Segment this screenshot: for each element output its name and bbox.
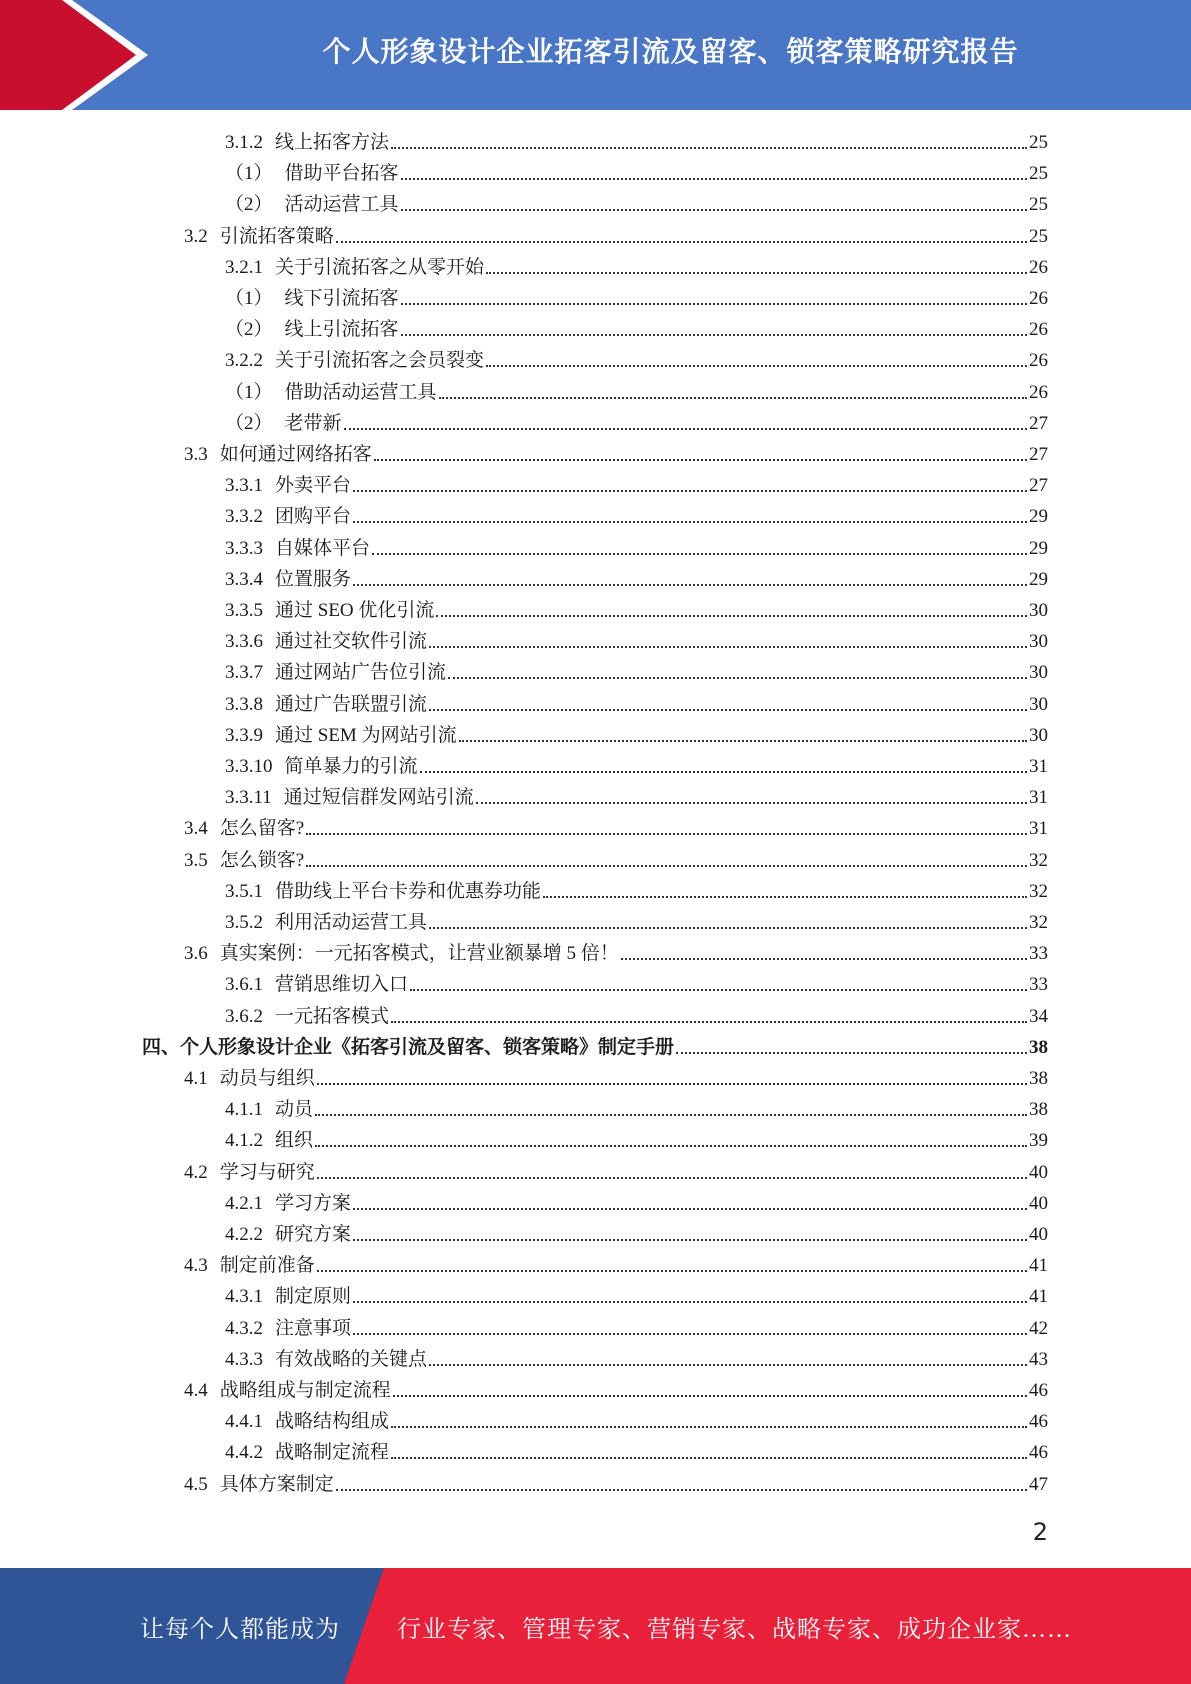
toc-entry-page: 30: [1029, 600, 1048, 621]
toc-entry-page: 25: [1029, 225, 1048, 247]
toc-entry[interactable]: [225, 1001, 1048, 1032]
toc-entry[interactable]: [225, 127, 1048, 158]
toc-entry-number: 3.3.6: [225, 631, 263, 653]
toc-dot-leader: [486, 364, 1027, 367]
toc-dot-leader: [317, 1176, 1027, 1179]
toc-entry-number: （1）: [225, 163, 273, 185]
toc-entry-page: 33: [1029, 974, 1048, 996]
toc-entry-page: 41: [1029, 1286, 1048, 1308]
toc-entry[interactable]: [225, 626, 1048, 657]
toc-entry-title: 简单暴力的引流: [284, 756, 418, 777]
toc-entry-title: 组织: [275, 1130, 314, 1152]
toc-entry[interactable]: [225, 501, 1048, 532]
toc-entry-page: 25: [1029, 163, 1048, 185]
toc-entry-page: 26: [1029, 381, 1048, 403]
toc-entry-page: 27: [1029, 412, 1048, 434]
toc-entry-page: 42: [1029, 1317, 1048, 1339]
toc-entry-title: 怎么锁客?: [219, 849, 305, 871]
toc-dot-leader: [429, 926, 1027, 929]
toc-entry-title: 学习方案: [275, 1192, 352, 1214]
toc-entry-number: 3.5.1: [225, 880, 263, 902]
toc-entry-title: 注意事项: [275, 1317, 352, 1339]
toc-entry-number: 3.3.7: [225, 662, 263, 684]
toc-entry[interactable]: [225, 1344, 1048, 1375]
toc-entry-title: 关于引流拓客之从零开始: [275, 256, 485, 278]
toc-dot-leader: [336, 240, 1027, 243]
toc-entry-title: 战略结构组成: [275, 1411, 390, 1433]
toc-dot-leader: [543, 895, 1027, 898]
toc-entry-number: 3.3.11: [225, 787, 272, 809]
footer-slogan-left: 让每个人都能成为: [140, 1616, 340, 1643]
toc-entry[interactable]: [225, 1188, 1048, 1219]
toc-entry-page: 31: [1029, 787, 1048, 809]
toc-entry[interactable]: [225, 564, 1048, 595]
toc-entry-title: 通过 SEO 优化引流: [275, 600, 435, 621]
toc-dot-leader: [336, 1488, 1027, 1491]
toc-entry-title: 营销思维切入口: [275, 974, 409, 996]
toc-entry-number: 3.1.2: [225, 132, 263, 153]
toc-dot-leader: [476, 801, 1027, 804]
toc-entry-number: 3.5.2: [225, 912, 263, 933]
toc-entry-number: 3.3.3: [225, 537, 263, 559]
toc-entry[interactable]: [225, 1406, 1048, 1437]
toc-dot-leader: [353, 489, 1027, 492]
toc-entry-page: 32: [1029, 880, 1048, 902]
toc-dot-leader: [353, 1300, 1027, 1303]
toc-dot-leader: [410, 988, 1027, 991]
toc-dot-leader: [401, 333, 1027, 336]
toc-entry-number: 4.1.1: [225, 1099, 263, 1121]
toc-entry-page: 30: [1029, 724, 1048, 746]
toc-entry-page: 38: [1029, 1036, 1048, 1058]
toc-dot-leader: [391, 1425, 1027, 1428]
toc-dot-leader: [459, 739, 1027, 742]
toc-entry[interactable]: [225, 720, 1048, 751]
toc-dot-leader: [391, 146, 1027, 149]
toc-entry-number: 3.2: [184, 225, 208, 247]
toc-entry-number: 3.3.5: [225, 600, 263, 621]
toc-entry-page: 34: [1029, 1005, 1048, 1027]
toc-entry-number: 4.2.2: [225, 1224, 263, 1245]
toc-entry[interactable]: [184, 1250, 1048, 1281]
toc-entry[interactable]: [225, 657, 1048, 688]
toc-entry-number: （2）: [225, 319, 273, 341]
toc-entry[interactable]: [225, 1437, 1048, 1468]
toc-entry-title: 有效战略的关键点: [275, 1348, 428, 1370]
toc-entry-number: 3.3.10: [225, 756, 273, 777]
toc-dot-leader: [401, 177, 1027, 180]
toc-dot-leader: [391, 1456, 1027, 1459]
toc-entry[interactable]: [225, 345, 1048, 376]
toc-entry[interactable]: [225, 782, 1048, 813]
toc-entry-number: 3.3.1: [225, 475, 263, 497]
toc-entry-title: 借助活动运营工具: [284, 381, 437, 403]
toc-dot-leader: [621, 957, 1027, 960]
toc-entry-title: 动员与组织: [219, 1068, 315, 1089]
toc-dot-leader: [439, 396, 1027, 399]
document-title: 个人形象设计企业拓客引流及留客、锁客策略研究报告: [322, 35, 1019, 68]
toc-entry-number: 4.2: [184, 1161, 208, 1183]
toc-entry-page: 40: [1029, 1192, 1048, 1214]
toc-entry-number: （1）: [225, 288, 273, 309]
toc-entry-page: 31: [1029, 818, 1048, 840]
toc-entry-number: 4.2.1: [225, 1192, 263, 1214]
toc-entry-number: 3.3.9: [225, 724, 263, 746]
toc-entry-title: 通过 SEM 为网站引流: [275, 724, 457, 746]
toc-entry-title: 战略组成与制定流程: [219, 1380, 391, 1401]
toc-entry-title: 制定前准备: [219, 1255, 315, 1277]
toc-entry-number: 3.3.8: [225, 693, 263, 715]
toc-entry-number: 4.1.2: [225, 1130, 263, 1152]
toc-entry-number: 3.5: [184, 849, 208, 871]
toc-dot-leader: [401, 302, 1027, 305]
toc-entry-page: 30: [1029, 662, 1048, 684]
toc-entry-number: 4.4.1: [225, 1411, 263, 1433]
toc-entry-number: （1）: [225, 381, 273, 403]
toc-entry-page: 29: [1029, 506, 1048, 528]
toc-entry[interactable]: [225, 1125, 1048, 1156]
toc-entry-number: （2）: [225, 194, 273, 216]
toc-dot-leader: [429, 708, 1027, 711]
toc-entry-page: 33: [1029, 943, 1048, 965]
toc-entry[interactable]: [225, 189, 1048, 220]
toc-entry-title: 通过广告联盟引流: [275, 693, 428, 715]
toc-entry-page: 26: [1029, 319, 1048, 341]
toc-entry-title: 研究方案: [275, 1224, 352, 1245]
toc-entry-title: 怎么留客?: [219, 818, 305, 840]
toc-entry[interactable]: [225, 969, 1048, 1000]
toc-dot-leader: [306, 832, 1027, 835]
toc-entry[interactable]: [225, 907, 1048, 938]
toc-entry-page: 40: [1029, 1224, 1048, 1245]
toc-entry-page: 25: [1029, 194, 1048, 216]
toc-entry-page: 38: [1029, 1068, 1048, 1089]
page-number: 2: [1032, 1518, 1048, 1546]
toc-entry-page: 46: [1029, 1442, 1048, 1464]
toc-entry[interactable]: [225, 876, 1048, 907]
toc-entry-page: 27: [1029, 475, 1048, 497]
toc-dot-leader: [317, 1082, 1027, 1085]
toc-entry[interactable]: [184, 845, 1048, 876]
toc-entry-title: 学习与研究: [219, 1161, 315, 1183]
toc-entry-number: 3.3.2: [225, 506, 263, 528]
toc-entry[interactable]: [184, 938, 1048, 969]
toc-entry[interactable]: [184, 221, 1048, 252]
toc-entry-title: 利用活动运营工具: [275, 912, 428, 933]
toc-entry-page: 30: [1029, 631, 1048, 653]
toc-entry[interactable]: [184, 1375, 1048, 1406]
toc-entry-title: 团购平台: [275, 506, 352, 528]
toc-entry[interactable]: [225, 158, 1048, 189]
toc-dot-leader: [486, 271, 1027, 274]
toc-entry-title: 线下引流拓客: [284, 288, 399, 309]
toc-dot-leader: [429, 1363, 1027, 1366]
toc-dot-leader: [436, 614, 1027, 617]
toc-entry[interactable]: [225, 595, 1048, 626]
toc-entry[interactable]: [225, 252, 1048, 283]
toc-entry[interactable]: [142, 1032, 1048, 1063]
toc-entry[interactable]: [225, 1281, 1048, 1312]
toc-entry[interactable]: [225, 1313, 1048, 1344]
toc-dot-leader: [353, 583, 1027, 586]
toc-entry-title: 位置服务: [275, 568, 352, 590]
toc-entry-page: 39: [1029, 1130, 1048, 1152]
toc-entry-title: 活动运营工具: [284, 194, 399, 216]
toc-entry-page: 29: [1029, 568, 1048, 590]
toc-entry-number: 3.3.4: [225, 568, 263, 590]
toc-entry-number: 4.3.1: [225, 1286, 263, 1308]
toc-entry-page: 26: [1029, 256, 1048, 278]
toc-entry[interactable]: [225, 1219, 1048, 1250]
chevron-red: [0, 0, 136, 110]
toc-dot-leader: [401, 208, 1027, 211]
toc-entry[interactable]: [225, 689, 1048, 720]
toc-entry[interactable]: [225, 377, 1048, 408]
toc-entry-number: 3.3: [184, 444, 208, 465]
toc-dot-leader: [353, 1238, 1027, 1241]
toc-entry-page: 43: [1029, 1348, 1048, 1370]
toc-entry-title: 借助平台拓客: [284, 163, 399, 185]
toc-entry-title: 如何通过网络拓客: [219, 444, 372, 465]
toc-entry-number: 4.3: [184, 1255, 208, 1277]
header-chevron-graphic: [0, 0, 160, 110]
toc-entry-page: 32: [1029, 912, 1048, 933]
toc-entry-number: 4.3.3: [225, 1348, 263, 1370]
toc-entry-number: 4.4.2: [225, 1442, 263, 1464]
toc-entry[interactable]: [184, 439, 1048, 470]
toc-entry[interactable]: [225, 283, 1048, 314]
toc-entry-title: 老带新: [284, 412, 342, 434]
toc-entry-number: 4.4: [184, 1380, 208, 1401]
toc-dot-leader: [315, 1144, 1027, 1147]
toc-dot-leader: [372, 552, 1027, 555]
toc-entry[interactable]: [184, 813, 1048, 844]
toc-dot-leader: [306, 864, 1027, 867]
toc-dot-leader: [344, 427, 1027, 430]
toc-entry[interactable]: [184, 1157, 1048, 1188]
toc-entry-title: 战略制定流程: [275, 1442, 390, 1464]
toc-entry-title: 真实案例：一元拓客模式，让营业额暴增 5 倍！: [219, 943, 619, 965]
toc-entry-number: 3.6: [184, 943, 208, 965]
toc-entry-page: 26: [1029, 350, 1048, 372]
toc-dot-leader: [448, 676, 1027, 679]
toc-entry-title: 自媒体平台: [275, 537, 371, 559]
toc-entry[interactable]: [225, 1094, 1048, 1125]
toc-entry[interactable]: [225, 533, 1048, 564]
toc-dot-leader: [353, 1207, 1027, 1210]
footer-band: [0, 1568, 1191, 1684]
toc-dot-leader: [391, 1020, 1027, 1023]
toc-entry-title: 线上拓客方法: [275, 132, 390, 153]
toc-entry-page: 31: [1029, 756, 1048, 777]
toc-dot-leader: [315, 1113, 1027, 1116]
toc-entry-title: 具体方案制定: [219, 1473, 334, 1495]
toc-entry-title: 引流拓客策略: [219, 225, 334, 247]
toc-entry-number: 4.1: [184, 1068, 208, 1089]
toc-dot-leader: [353, 520, 1027, 523]
toc-entry-page: 40: [1029, 1161, 1048, 1183]
header-band: [0, 0, 1191, 110]
toc-entry[interactable]: [225, 408, 1048, 439]
toc-entry-title: 通过社交软件引流: [275, 631, 428, 653]
toc-dot-leader: [353, 1332, 1027, 1335]
toc-entry-number: 3.2.1: [225, 256, 263, 278]
toc-entry-number: 4.3.2: [225, 1317, 263, 1339]
toc-dot-leader: [676, 1051, 1027, 1054]
toc-entry[interactable]: [225, 314, 1048, 345]
toc-entry-number: 3.6.1: [225, 974, 263, 996]
toc-entry-page: 46: [1029, 1380, 1048, 1401]
toc-entry-title: 通过网站广告位引流: [275, 662, 447, 684]
toc-entry-title: 外卖平台: [275, 475, 352, 497]
toc-entry-page: 46: [1029, 1411, 1048, 1433]
toc-entry[interactable]: [184, 1469, 1048, 1500]
toc-dot-leader: [317, 1269, 1027, 1272]
toc-entry-title: 关于引流拓客之会员裂变: [275, 350, 485, 372]
toc-entry-page: 25: [1029, 132, 1048, 153]
toc-entry[interactable]: [184, 1063, 1048, 1094]
toc-entry-title: 一元拓客模式: [275, 1005, 390, 1027]
toc-entry-number: （2）: [225, 412, 273, 434]
toc-entry-title: 动员: [275, 1099, 314, 1121]
toc-dot-leader: [374, 458, 1027, 461]
toc-entry-page: 38: [1029, 1099, 1048, 1121]
toc-entry[interactable]: [225, 751, 1048, 782]
toc-entry-page: 32: [1029, 849, 1048, 871]
toc-entry[interactable]: [225, 470, 1048, 501]
toc-entry-page: 26: [1029, 288, 1048, 309]
toc-entry-page: 41: [1029, 1255, 1048, 1277]
toc-entry-page: 27: [1029, 444, 1048, 465]
toc-entry-page: 47: [1029, 1473, 1048, 1495]
toc-entry-page: 30: [1029, 693, 1048, 715]
toc-dot-leader: [429, 645, 1027, 648]
toc-entry-title: 借助线上平台卡券和优惠券功能: [275, 880, 542, 902]
toc-entry-number: 3.2.2: [225, 350, 263, 372]
toc-dot-leader: [393, 1394, 1027, 1397]
toc-entry-number: 3.4: [184, 818, 208, 840]
footer-slogan-right: 行业专家、管理专家、营销专家、战略专家、成功企业家……: [397, 1616, 1072, 1643]
toc-entry-page: 29: [1029, 537, 1048, 559]
toc-entry-title: 线上引流拓客: [284, 319, 399, 341]
toc-entry-number: 3.6.2: [225, 1005, 263, 1027]
toc-entry-title: 通过短信群发网站引流: [283, 787, 474, 809]
toc-entry-title: 四、个人形象设计企业《拓客引流及留客、锁客策略》制定手册: [142, 1036, 675, 1058]
toc-dot-leader: [420, 770, 1027, 773]
toc-entry-number: 4.5: [184, 1473, 208, 1495]
toc-entry-title: 制定原则: [275, 1286, 352, 1308]
